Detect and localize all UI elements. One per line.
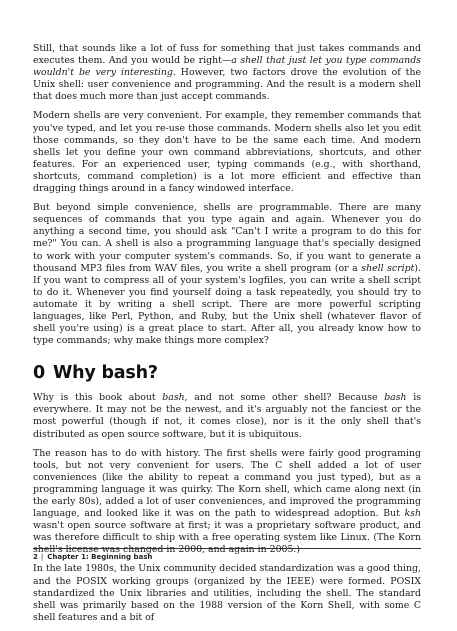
body-paragraph bbox=[33, 448, 421, 557]
paragraph-text: Still, that sounds like a lot of fuss for something that just takes commands and executes them. And you would be right— bbox=[33, 43, 421, 67]
paragraph-text: But beyond simple convenience, shells are programmable. There are many sequences of commands that you type again and again. Whenever you do anything a second time, you should ask "Can't I write a program to do this for me?" You can. A shell is also a programming language that's specially designed to work with your computer system's commands. So, if you want to generate a thousand MP3 files from WAV files, you write a shell program (or a bbox=[33, 202, 421, 274]
italic-text: ksh bbox=[404, 508, 421, 520]
body-paragraph bbox=[33, 110, 421, 195]
italic-text: bash bbox=[384, 392, 407, 404]
body-paragraph bbox=[33, 392, 421, 440]
body-paragraph bbox=[33, 43, 421, 103]
footer-separator: | bbox=[40, 553, 44, 561]
paragraph-text: wasn't open source software at first; it was a proprietary software product, and was therefore difficult to ship with a free operating system like Linux. (The Korn shell's license was changed in 2000, and again in 2005.) bbox=[33, 520, 421, 556]
paragraph-text: Modern shells are very convenient. For example, they remember commands that you've typed, and let you re-use those commands. Modern shells also let you edit those commands, so they don't have to be the same each time. And modern shells let you define your own command abbreviations, shortcuts, and other features. For an experienced user, typing commands (e.g., with shorthand, shortcuts, command completion) is a lot more efficient and effective than dragging things around in a fancy windowed interface. bbox=[33, 110, 421, 195]
paragraph-text: The reason has to do with history. The first shells were fairly good programing tools, but not very convenient for users. The C shell added a lot of user conveniences (like the ability to repeat a command you just typed), but as a programming language it was quirky. The Korn shell, which came along next (in the early 80s), added a lot of user conveniences, and improved the programming language, and looked like it was on the path to widespread adoption. But bbox=[33, 447, 421, 520]
body-paragraph bbox=[33, 202, 421, 347]
italic-text: bash bbox=[162, 392, 185, 404]
paragraph-text: ). If you want to compress all of your system's logfiles, you can write a shell script to do it. Whenever you find yourself doing a task repeatedly, you should try to automate it by writing a shell script. There are more powerful scripting languages, like Perl, Python, and Ruby, but the Unix shell (whatever flavor of shell you're using) is a great place to start. After all, you already know how to type commands; why make things more complex? bbox=[33, 262, 422, 347]
paragraph-text: , and not some other shell? Because bbox=[184, 392, 385, 404]
italic-text: a shell that just let you type commands wouldn't be very interesting bbox=[33, 55, 421, 79]
paragraph-text: In the late 1980s, the Unix community decided standardization was a good thing, and the POSIX working groups (organized by the IEEE) were formed. POSIX standardized the Unix libraries and utilities, including the shell. The standard shell was primarily based on the 1988 version of the Korn Shell, with some C shell features and a bit of bbox=[33, 563, 421, 623]
italic-text: shell script bbox=[361, 262, 415, 274]
body-paragraph bbox=[33, 563, 421, 623]
paragraph-text: Why is this book about bbox=[33, 392, 163, 404]
paragraph-text: . However, two factors drove the evolution of the Unix shell: user convenience and programming. And the result is a modern shell that does much more than just accept commands. bbox=[33, 67, 421, 103]
page-number: 2 bbox=[33, 553, 38, 561]
section-heading bbox=[33, 363, 421, 383]
page-body bbox=[33, 43, 421, 631]
section-paragraphs bbox=[33, 392, 421, 624]
section-number: 0 bbox=[33, 363, 45, 384]
paragraph-text: is everywhere. It may not be the newest, and it's arguably not the fanciest or the most powerful (though if not, it comes close), nor is it the only shell that's distributed as open source software, but it is ubiquitous. bbox=[33, 392, 421, 440]
intro-paragraphs bbox=[33, 43, 421, 347]
section-title: Why bash? bbox=[52, 363, 158, 384]
chapter-label: Chapter 1: Beginning bash bbox=[47, 553, 153, 561]
page-footer bbox=[33, 548, 421, 561]
